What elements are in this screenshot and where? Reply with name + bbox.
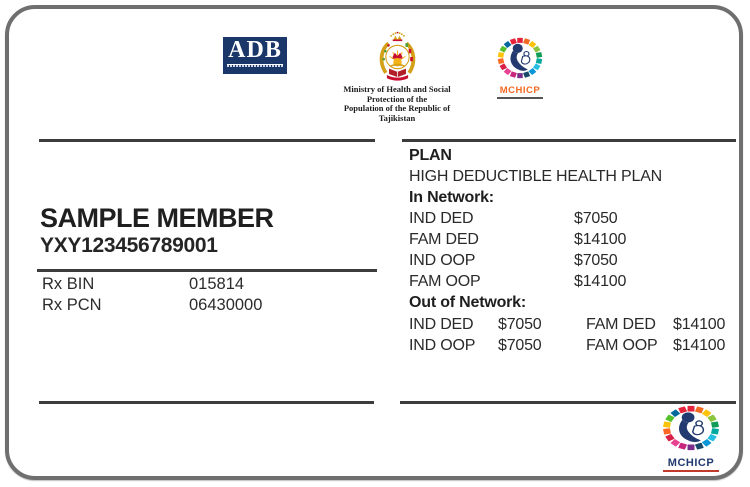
mchicp-ring-icon — [662, 405, 720, 451]
rx-bin-row — [42, 275, 372, 294]
benefit-label: IND OOP — [409, 252, 476, 269]
mchicp-logo-text: MCHICP — [667, 457, 715, 469]
benefit-value: $7050 — [574, 210, 618, 227]
insurance-member-card — [5, 5, 743, 480]
member-id: YXY123456789001 — [40, 234, 218, 257]
benefit-label: FAM OOP — [586, 337, 658, 354]
plan-name: HIGH DEDUCTIBLE HEALTH PLAN — [409, 168, 663, 185]
benefit-label: FAM DED — [409, 231, 479, 248]
member-name: SAMPLE MEMBER — [40, 203, 274, 233]
rx-bin-value: 015814 — [189, 275, 245, 293]
rx-pcn-label: Rx PCN — [42, 296, 102, 314]
benefit-value: $14100 — [574, 273, 627, 290]
ministry-text-line: Population of the Republic of — [343, 103, 451, 114]
benefit-label: FAM DED — [586, 316, 656, 333]
mchicp-logo-footer — [657, 405, 725, 472]
in-network-row — [409, 231, 627, 250]
mchicp-logo-text: MCHICP — [499, 85, 541, 96]
divider-bottom-right — [400, 401, 736, 404]
adb-logo — [223, 37, 287, 74]
benefit-value: $14100 — [673, 316, 726, 333]
benefit-value: $7050 — [498, 316, 542, 333]
in-network-heading: In Network: — [409, 189, 494, 206]
adb-logo-text: ADB — [228, 37, 282, 63]
in-network-row — [409, 252, 618, 271]
out-of-network-heading: Out of Network: — [409, 294, 526, 311]
mchicp-tagline-bar — [663, 470, 719, 472]
benefit-value: $7050 — [574, 252, 618, 269]
divider-top-left — [39, 139, 375, 142]
benefit-label: IND DED — [409, 316, 474, 333]
ministry-text-line: Protection of the — [366, 93, 428, 104]
mchicp-ring-icon — [497, 37, 543, 79]
in-network-row — [409, 273, 627, 292]
benefit-value: $14100 — [673, 337, 726, 354]
mchicp-logo-header — [487, 37, 553, 99]
plan-title: PLAN — [409, 147, 452, 164]
adb-tagline-bar — [227, 64, 283, 67]
benefit-value: $7050 — [498, 337, 542, 354]
tajikistan-emblem-icon — [371, 31, 424, 83]
benefit-value: $14100 — [574, 231, 627, 248]
divider-bottom-left — [39, 401, 374, 404]
ministry-logo-block — [329, 31, 465, 123]
divider-member — [37, 269, 377, 272]
benefit-label: IND OOP — [409, 337, 476, 354]
mchicp-tagline-bar — [497, 97, 543, 99]
in-network-row — [409, 210, 618, 229]
divider-top-right — [402, 139, 736, 142]
rx-bin-label: Rx BIN — [42, 275, 95, 293]
ministry-text-line: Ministry of Health and Social — [343, 84, 451, 94]
benefit-label: IND DED — [409, 210, 474, 227]
ministry-text-line: Tajikistan — [378, 112, 416, 123]
benefit-label: FAM OOP — [409, 273, 481, 290]
rx-pcn-row — [42, 296, 372, 315]
rx-pcn-value: 06430000 — [189, 296, 263, 314]
